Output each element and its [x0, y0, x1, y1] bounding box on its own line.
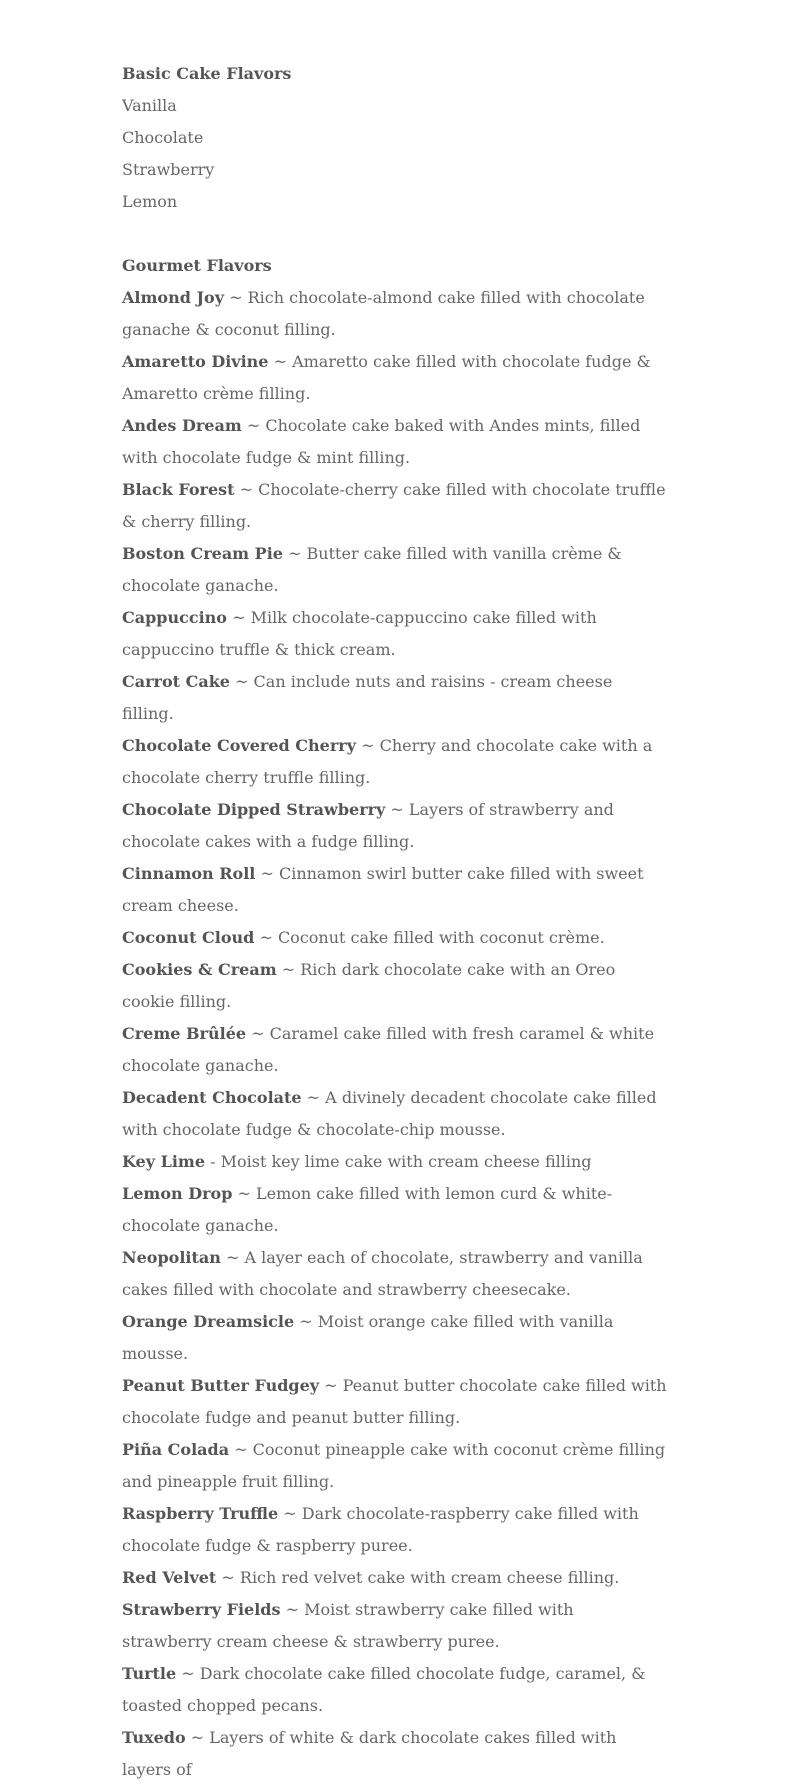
flavor-name: Chocolate Covered Cherry	[122, 736, 356, 755]
gourmet-flavor-item	[122, 794, 667, 858]
flavor-name: Carrot Cake	[122, 672, 230, 691]
gourmet-flavor-item	[122, 474, 667, 538]
gourmet-flavor-item	[122, 602, 667, 666]
flavor-description: ~ Butter cake filled with vanilla crème & chocolate ganache.	[122, 544, 622, 595]
gourmet-flavor-item	[122, 1594, 667, 1658]
flavor-list-content	[122, 58, 667, 1786]
flavor-description: ~ A layer each of chocolate, strawberry and vanilla cakes filled with chocolate and strawberry cheesecake.	[122, 1248, 643, 1299]
basic-flavor-item: Chocolate	[122, 128, 204, 147]
flavor-name: Turtle	[122, 1664, 177, 1683]
gourmet-flavor-item	[122, 1434, 667, 1498]
gourmet-flavor-item	[122, 858, 667, 922]
flavor-description: ~ Caramel cake filled with fresh caramel & white chocolate ganache.	[122, 1024, 655, 1075]
flavor-name: Chocolate Dipped Strawberry	[122, 800, 386, 819]
flavor-name: Piña Colada	[122, 1440, 230, 1459]
gourmet-flavors-heading: Gourmet Flavors	[122, 256, 272, 275]
flavor-name: Lemon Drop	[122, 1184, 233, 1203]
flavor-description: ~ Can include nuts and raisins - cream cheese filling.	[122, 672, 613, 723]
flavor-name: Cookies & Cream	[122, 960, 277, 979]
basic-flavor-item: Vanilla	[122, 96, 177, 115]
flavor-description: ~ Rich red velvet cake with cream cheese filling.	[216, 1568, 620, 1587]
flavor-name: Red Velvet	[122, 1568, 217, 1587]
flavor-name: Neopolitan	[122, 1248, 221, 1267]
flavor-description: ~ Cinnamon swirl butter cake filled with sweet cream cheese.	[122, 864, 644, 915]
gourmet-flavor-item	[122, 1562, 667, 1594]
gourmet-flavor-list	[122, 282, 667, 1786]
flavor-description: ~ Layers of strawberry and chocolate cakes with a fudge filling.	[122, 800, 614, 851]
gourmet-flavor-item	[122, 1242, 667, 1306]
flavor-name: Decadent Chocolate	[122, 1088, 302, 1107]
gourmet-flavor-item	[122, 954, 667, 1018]
basic-flavor-item: Strawberry	[122, 160, 215, 179]
flavor-description: ~ Cherry and chocolate cake with a chocolate cherry truffle filling.	[122, 736, 653, 787]
gourmet-flavor-item	[122, 538, 667, 602]
section-spacer	[122, 218, 667, 250]
gourmet-flavor-item	[122, 1146, 667, 1178]
flavor-description: ~ Amaretto cake filled with chocolate fudge & Amaretto crème filling.	[122, 352, 651, 403]
gourmet-flavor-item	[122, 1018, 667, 1082]
basic-flavors-heading: Basic Cake Flavors	[122, 64, 292, 83]
gourmet-flavor-item	[122, 730, 667, 794]
gourmet-flavor-item	[122, 1722, 667, 1786]
flavor-description: ~ Moist orange cake filled with vanilla mousse.	[122, 1312, 614, 1363]
flavor-name: Cappuccino	[122, 608, 227, 627]
flavor-name: Coconut Cloud	[122, 928, 255, 947]
gourmet-flavor-item	[122, 1082, 667, 1146]
gourmet-flavor-item	[122, 1498, 667, 1562]
flavor-description: ~ Rich dark chocolate cake with an Oreo cookie filling.	[122, 960, 616, 1011]
flavor-description: ~ Rich chocolate-almond cake filled with chocolate ganache & coconut filling.	[122, 288, 645, 339]
flavor-name: Black Forest	[122, 480, 235, 499]
gourmet-flavor-item	[122, 1178, 667, 1242]
flavor-name: Strawberry Fields	[122, 1600, 281, 1619]
flavor-description: ~ Layers of white & dark chocolate cakes filled with layers of	[122, 1728, 617, 1779]
flavor-name: Key Lime	[122, 1152, 206, 1171]
gourmet-flavor-item	[122, 1370, 667, 1434]
gourmet-flavor-item	[122, 282, 667, 346]
gourmet-flavor-item	[122, 922, 667, 954]
flavor-name: Tuxedo	[122, 1728, 186, 1747]
gourmet-flavor-item	[122, 410, 667, 474]
flavor-description: - Moist key lime cake with cream cheese filling	[205, 1152, 592, 1171]
gourmet-flavor-item	[122, 666, 667, 730]
flavor-name: Cinnamon Roll	[122, 864, 256, 883]
gourmet-flavor-item	[122, 1306, 667, 1370]
flavor-name: Orange Dreamsicle	[122, 1312, 295, 1331]
flavor-name: Raspberry Truffle	[122, 1504, 279, 1523]
flavor-name: Peanut Butter Fudgey	[122, 1376, 320, 1395]
flavor-description: ~ Moist strawberry cake filled with strawberry cream cheese & strawberry puree.	[122, 1600, 574, 1651]
flavor-description: ~ Chocolate-cherry cake filled with chocolate truffle & cherry filling.	[122, 480, 666, 531]
flavor-description: ~ A divinely decadent chocolate cake filled with chocolate fudge & chocolate-chip mousse.	[122, 1088, 657, 1139]
flavor-name: Creme Brûlée	[122, 1024, 247, 1043]
flavor-description: ~ Milk chocolate-cappuccino cake filled with cappuccino truffle & thick cream.	[122, 608, 597, 659]
flavor-description: ~ Coconut cake filled with coconut crème.	[254, 928, 605, 947]
flavor-name: Andes Dream	[122, 416, 242, 435]
flavor-description: ~ Lemon cake filled with lemon curd & white-chocolate ganache.	[122, 1184, 613, 1235]
flavor-name: Amaretto Divine	[122, 352, 269, 371]
flavor-description: ~ Dark chocolate-raspberry cake filled with chocolate fudge & raspberry puree.	[122, 1504, 639, 1555]
flavor-description: ~ Dark chocolate cake filled chocolate fudge, caramel, & toasted chopped pecans.	[122, 1664, 646, 1715]
flavor-description: ~ Coconut pineapple cake with coconut crème filling and pineapple fruit filling.	[122, 1440, 666, 1491]
flavor-description: ~ Peanut butter chocolate cake filled with chocolate fudge and peanut butter filling.	[122, 1376, 667, 1427]
flavor-description: ~ Chocolate cake baked with Andes mints, filled with chocolate fudge & mint filling.	[122, 416, 641, 467]
flavor-name: Boston Cream Pie	[122, 544, 283, 563]
gourmet-flavor-item	[122, 1658, 667, 1722]
flavor-name: Almond Joy	[122, 288, 225, 307]
basic-flavor-item: Lemon	[122, 192, 178, 211]
gourmet-flavor-item	[122, 346, 667, 410]
